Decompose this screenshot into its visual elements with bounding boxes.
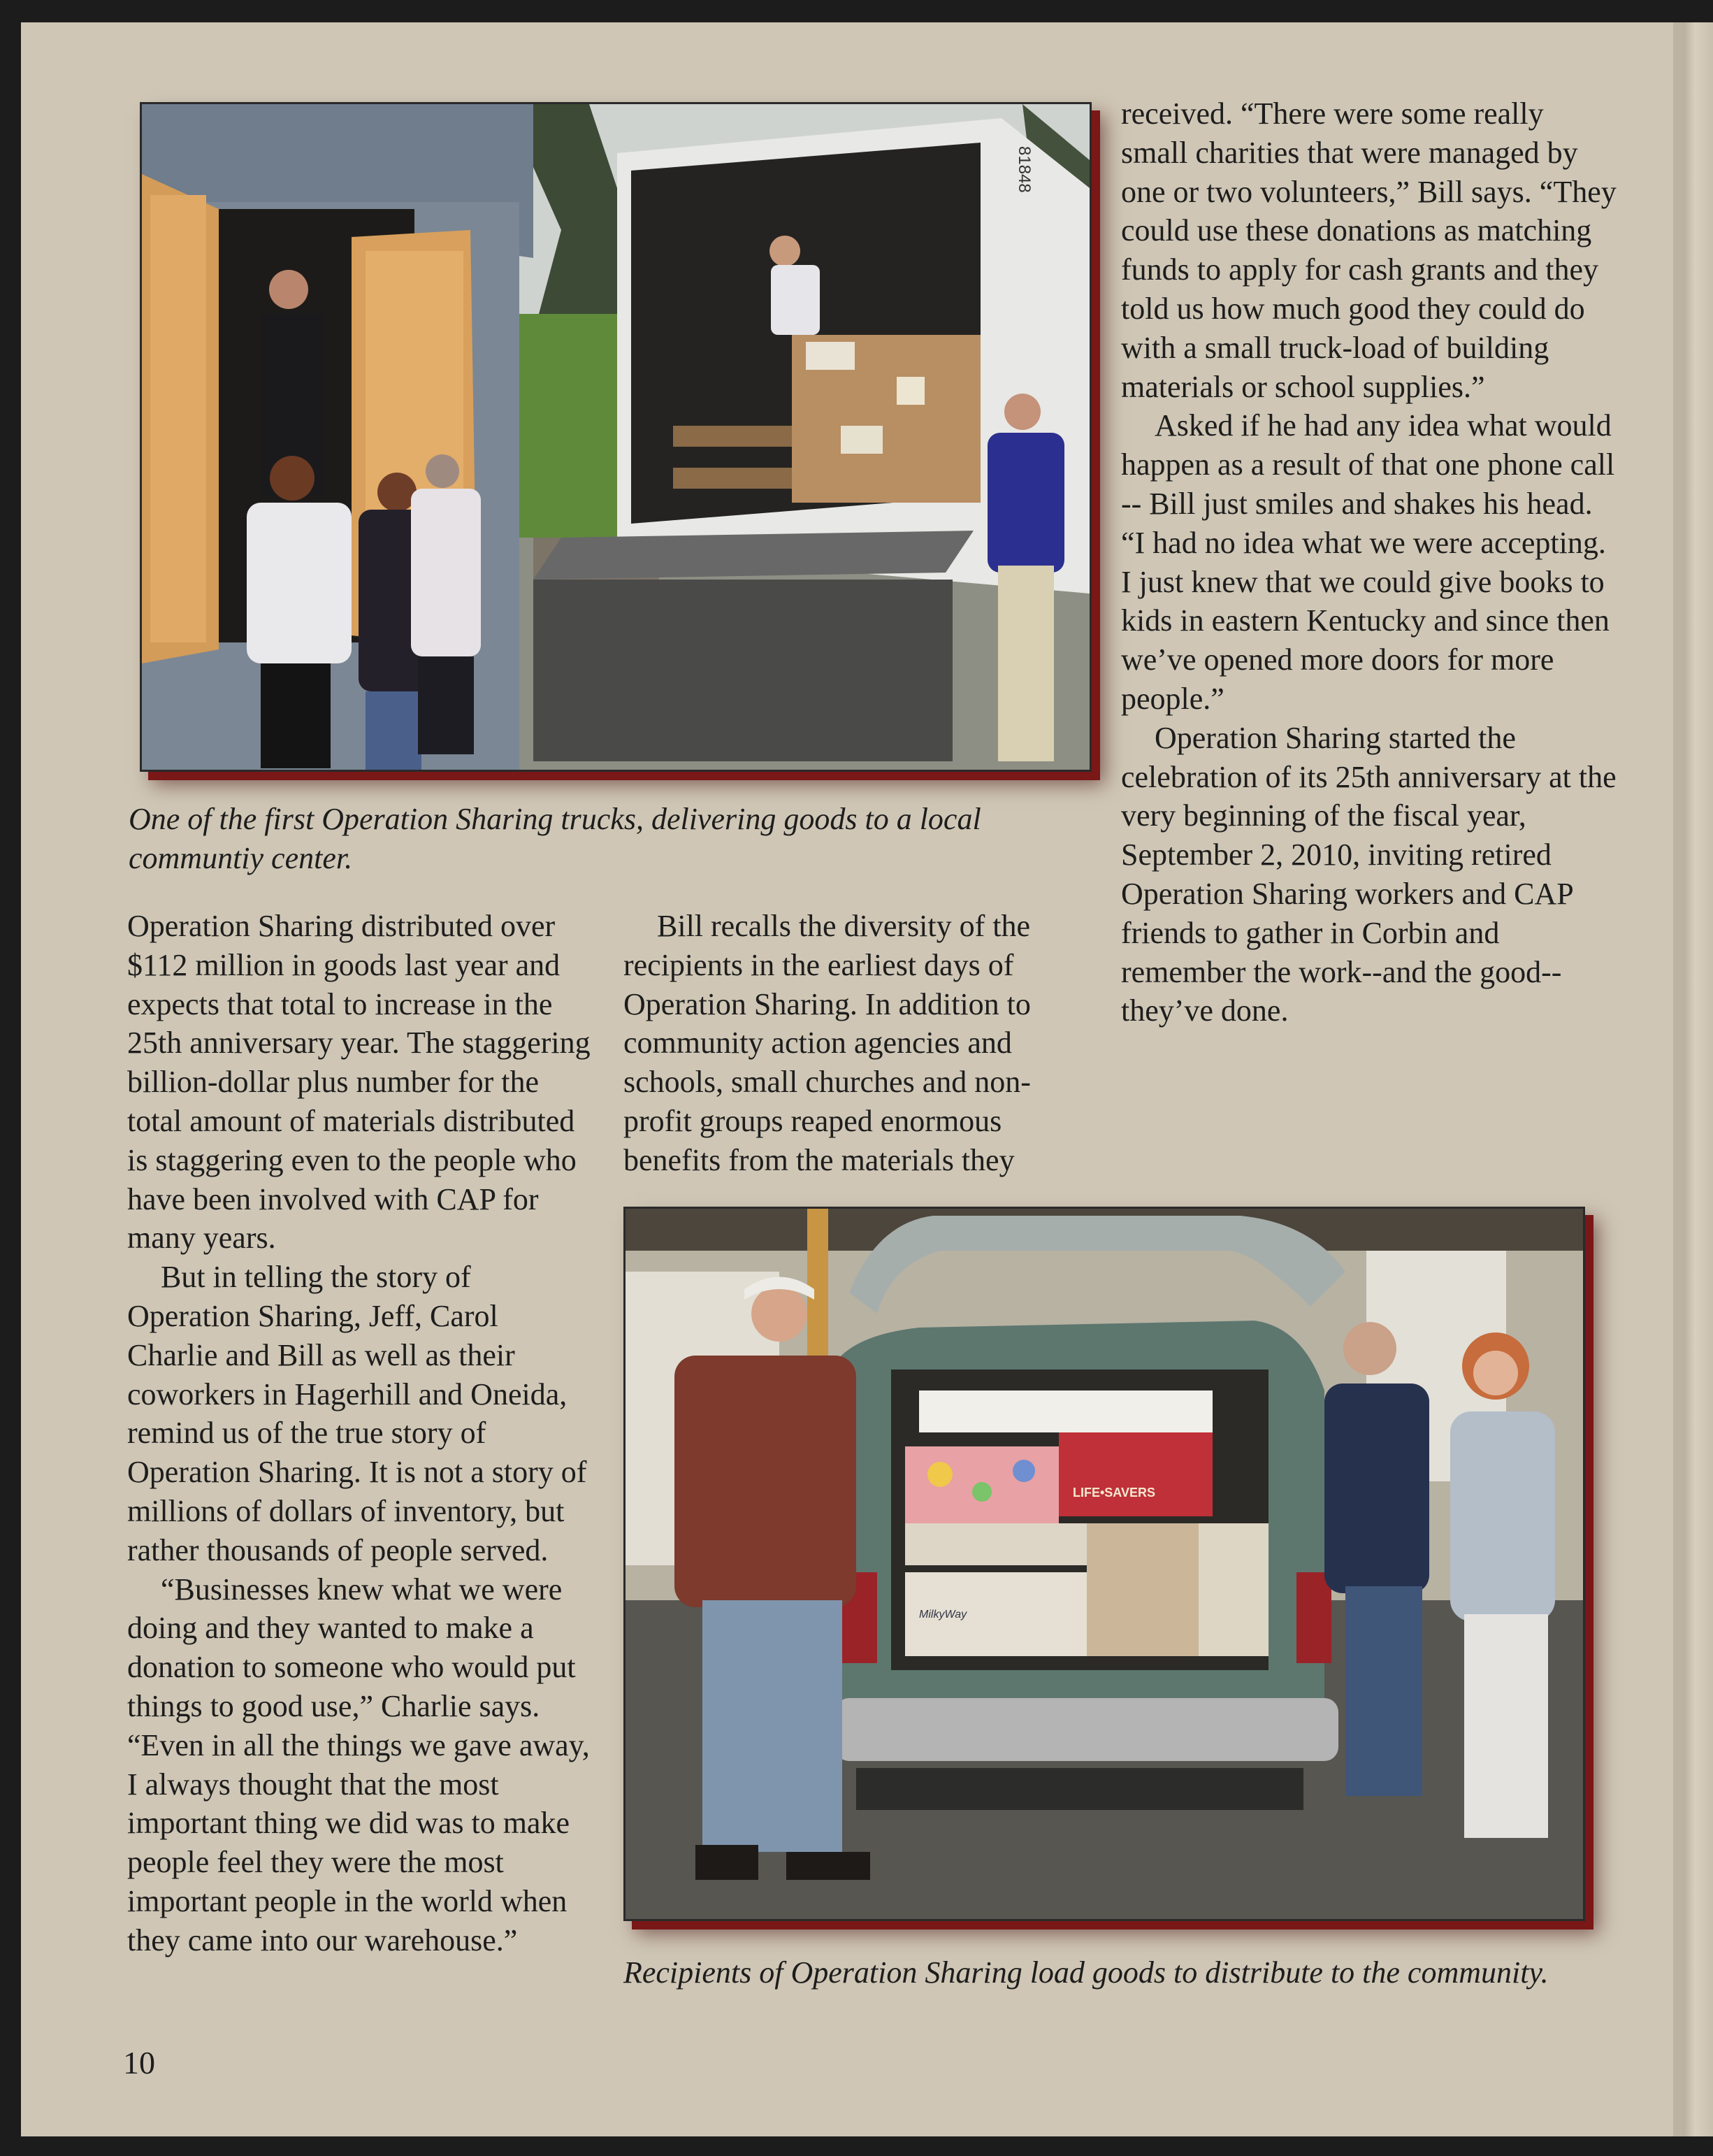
article-column-2 [623, 907, 1071, 1180]
page-number: 10 [123, 2045, 155, 2080]
caption-photo2: Recipients of Operation Sharing load goods to distribute to the community. [623, 1955, 1549, 1990]
page-gutter [1683, 22, 1713, 2136]
article-column-1 [127, 907, 594, 1960]
col1-paragraph-2: But in telling the story of Operation Sharing, Jeff, Carol Charlie and Bill as well as their coworkers in Hagerhill and Oneida, remind us of the true story of Operation Sharing. It is not a story of millions of dollars of inventory, but rather thousands of people served. [127, 1260, 587, 1567]
col1-paragraph-3: “Businesses knew what we were doing and they wanted to make a donation to someone who would put things to good use,” Charlie says. “Even in all the things we gave away, I always thought that the most important thing we did was to make people feel they were the most important people in the world when they came into our warehouse.” [127, 1572, 590, 1957]
col3-paragraph-3: Operation Sharing started the celebration of its 25th anniversary at the very beginning of the fiscal year, September 2, 2010, inviting retired Operation Sharing workers and CAP friends to gather in Corbin and remember the work--and the good--they’ve done. [1121, 720, 1617, 1028]
caption-photo1: One of the first Operation Sharing trucks, delivering goods to a local communtiy center. [129, 802, 981, 875]
truck-number: 81848 [1015, 146, 1034, 193]
box-label-milky-way: MilkyWay [919, 1609, 967, 1620]
photo-suv-loading [623, 1207, 1585, 1921]
col3-paragraph-2: Asked if he had any idea what would happen as a result of that one phone call -- Bill just smiles and shakes his head. “I had no idea what we were accepting. I just knew that we could give books to kids in eastern Kentucky and since then we’ve opened more doors for more people.” [1121, 408, 1615, 716]
col3-paragraph-1: received. “There were some really small charities that were managed by one or two volunteers,” Bill says. “They could use these donations as matching funds to apply for cash grants and they told us how much good they could do with a small truck-load of building materials or school supplies.” [1121, 96, 1617, 404]
article-column-3 [1121, 94, 1617, 1030]
col1-paragraph-1: Operation Sharing distributed over $112 million in goods last year and expects that total to increase in the 25th anniversary year. The staggering billion-dollar plus number for the total amount of materials distributed is staggering even to the people who have been involved with CAP for many years. [127, 909, 591, 1256]
suv-loading-illustration [626, 1209, 1583, 1919]
col2-paragraph-1: Bill recalls the diversity of the recipients in the earliest days of Operation Sharing. In addition to community action agencies and schools, small churches and non-profit groups reaped enormous benefits from the materials they [623, 909, 1031, 1177]
photo-truck-delivery [140, 102, 1092, 772]
box-label-life-savers: LIFE•SAVERS [1073, 1486, 1155, 1500]
truck-delivery-illustration [142, 104, 1090, 770]
